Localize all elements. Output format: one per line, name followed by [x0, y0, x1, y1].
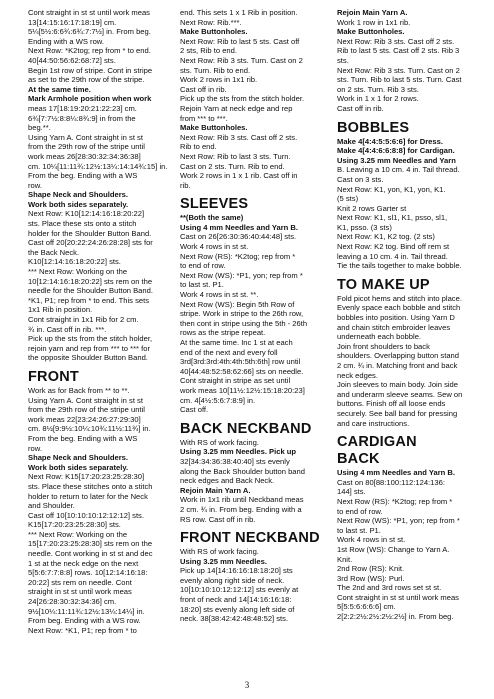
text-line: Cont straight in stripe as set until: [180, 376, 291, 386]
text-line: cm. 4[4½:5:6:7:8:9] in.: [180, 395, 256, 405]
text-line: 2nd Row (RS): Knit.: [337, 564, 405, 574]
text-line: Work 2 rows in 1 x 1 rib. Cast off in: [180, 171, 298, 181]
text-line: Fold picot hems and stitch into place.: [337, 293, 462, 303]
text-line: (5 sts): [337, 194, 359, 204]
section-heading: BOBBLES: [337, 119, 410, 136]
text-line: row.: [28, 180, 42, 190]
text-line: Cast on 80[88:100:112:124:136:: [337, 477, 445, 487]
text-line: Work both sides separately.: [28, 462, 129, 472]
text-line: From the beg. Ending with a WS: [28, 171, 138, 181]
text-line: Work 4 rows in st st.: [337, 535, 406, 545]
text-line: K15[17:20:23:25:28:30] sts.: [28, 520, 121, 530]
text-line: Next Row: Rib 3 sts. Cast off 2 sts.: [180, 132, 298, 142]
text-line: Next Row: Rib 3 sts. Turn. Cast on 2: [337, 65, 460, 75]
text-line: Join front shoulders to back: [337, 341, 430, 351]
text-line: and Shoulder.: [28, 501, 75, 511]
text-line: Next Row: Rib 3 sts. Cast off 2 sts.: [337, 36, 455, 46]
text-line: stripe. Work in stripe to the 26th row,: [180, 309, 304, 319]
text-line: Join sleeves to main body. Join side: [337, 380, 459, 390]
text-line: 144] sts.: [337, 487, 366, 497]
text-line: Next Row: K1, K2 tog. (2 sts): [337, 232, 435, 242]
text-line: end. This sets 1 x 1 Rib in position.: [180, 8, 298, 17]
text-line: Using 3.25 mm Needles.: [180, 556, 267, 566]
text-line: 9½[10¼:11:11¾:12½:13¼:14¼] in.: [28, 606, 145, 616]
text-line: end of the next and every foll: [180, 347, 278, 357]
text-line: work meas 10[11½:12½:15:18:20:23]: [180, 385, 305, 395]
text-line: Next Row: Rib to last 3 sts. Turn.: [180, 151, 291, 161]
text-line: Work as for Back from ** to **.: [28, 385, 130, 395]
text-line: Cont straight in st st until work meas: [28, 8, 150, 17]
text-line: on 2 sts. Turn. Rib 3 sts.: [337, 84, 419, 94]
text-line: as set to the 29th row of the stripe.: [28, 75, 145, 85]
text-line: Make 4[4:4:6:6:8:8] for Cardigan.: [337, 146, 455, 156]
text-line: holder for the Shoulder Button Band.: [28, 228, 152, 238]
text-line: 24[26:28:30:32:34:36] cm.: [28, 597, 117, 607]
text-line: cm. 8½[9:9½:10¼:10¾:11½:11¾] in.: [28, 424, 151, 434]
text-line: cm. 10¼[11:11¾:12½:13¼:14:14¾:15] in.: [28, 161, 168, 171]
text-line: Next Row: Rib.***.: [180, 17, 242, 27]
text-line: Cont straight in st st until work meas: [337, 592, 459, 602]
text-line: Work 2 rows in 1x1 rib.: [180, 75, 258, 85]
text-line: Next Row (WS): Begin 5th Row of: [180, 299, 295, 309]
text-line: Using Yarn A. Cont straight in st st: [28, 132, 143, 142]
text-line: 6¾[7:7½:8:8¼:8¾:9] in from the: [28, 113, 136, 123]
text-line: RS row. Cast off in rib.: [180, 514, 256, 524]
text-line: Work in 1x1 rib until Neckband meas: [180, 495, 304, 505]
text-line: Knit.: [337, 554, 353, 564]
text-line: 1 st at the neck edge on the next: [28, 558, 139, 568]
text-line: and chain stitch embroider leaves: [337, 322, 451, 332]
text-line: Work in 1 x 1 for 2 rows.: [337, 94, 419, 104]
text-line: 40[44:48:52:58:62:66] sts on needle.: [180, 366, 304, 376]
text-line: then cont in stripe using the 5th - 26th: [180, 318, 308, 328]
text-line: Using Yarn A. Cont straight in st st: [28, 395, 143, 405]
text-line: Tie the tails together to make bobble.: [337, 261, 462, 271]
text-line: Cast off 20[20:22:24:26:28:28] sts for: [28, 238, 153, 248]
section-heading: SLEEVES: [180, 196, 249, 213]
text-line: 2 sts, Rib to end.: [180, 46, 237, 56]
text-line: K1, psso. (3 sts): [337, 222, 392, 232]
text-line: **(Both the same): [180, 213, 244, 223]
text-line: 10[10:10:10:12:12:12] sts evenly at: [180, 585, 299, 595]
text-line: From the beg. Ending with a WS: [28, 433, 138, 443]
text-line: Next Row: K15[17:20:23:25:28:30]: [28, 472, 145, 482]
text-line: Next Row: K1, sl1, K1, psso, sl1,: [337, 213, 448, 223]
text-line: to end of row.: [180, 261, 226, 271]
text-line: needle for the Shoulder Button Band.: [28, 286, 153, 296]
text-line: Next Row: *K2tog; rep from * to end.: [28, 46, 151, 56]
text-line: 2 cm. ¾ in. Matching front and back: [337, 361, 458, 370]
text-line: Rib to end.: [180, 142, 217, 152]
text-line: 3rd[3rd:3rd:4th:4th:5th:6th] row until: [180, 357, 301, 367]
text-line: Using 4 mm Needles and Yarn B.: [180, 222, 299, 232]
text-line: Using 3.25 mm Needles. Pick up: [180, 447, 297, 457]
text-line: the Back Neck.: [28, 247, 80, 257]
column-middle: [180, 8, 328, 624]
text-line: leaving a 10 cm. 4 in. Tail thread.: [337, 251, 448, 261]
text-line: 2 cm. ¾ in. From beg. Ending with a: [180, 504, 302, 514]
text-line: With RS of work facing.: [180, 547, 259, 557]
text-line: Cast on 3 sts.: [337, 174, 384, 184]
text-line: Next Row: K2 tog. Bind off rem st: [337, 242, 450, 252]
text-line: neck edges.: [337, 370, 378, 380]
text-line: The 2nd and 3rd rows set st st.: [337, 583, 442, 593]
text-line: 32[34:34:36:38:40:40] sts evenly: [180, 456, 290, 466]
text-line: Next Row: K10[12:14:16:18:20:22]: [28, 209, 145, 219]
text-line: Work 1 row in 1x1 rib.: [337, 17, 411, 27]
text-line: Cast off in rib.: [337, 103, 384, 113]
text-line: Ending with a WS row.: [28, 36, 104, 46]
text-line: bobbles into position. Using Yarn D: [337, 313, 455, 323]
text-line: Cast off.: [180, 405, 209, 415]
text-line: Next Row (WS): *P1, yon; rep from *: [337, 516, 460, 526]
text-line: With RS of work facing.: [180, 437, 259, 447]
text-line: work meas 26[28:30:32:34:36:38]: [28, 151, 141, 161]
text-line: K10[12:14:16:18:20:22] sts.: [28, 257, 121, 267]
text-line: At the same time.: [28, 84, 91, 94]
text-line: sts. Place these sts onto a stitch: [28, 219, 137, 229]
text-line: 2[2:2:2½:2½:2½:2½] in. From beg.: [337, 612, 454, 622]
text-line: Next Row (RS): *K2tog; rep from *: [180, 251, 296, 261]
text-line: 5[5:5:6:6:6:6] cm.: [337, 602, 396, 612]
text-line: 1x1 Rib in position.: [28, 305, 93, 315]
text-line: Next Row (WS): *P1, yon; rep from *: [180, 270, 303, 280]
text-line: Work 4 rows in st st. **.: [180, 290, 259, 300]
text-line: front of neck and 14[14:16:16:18:: [180, 595, 292, 605]
text-line: rows as the stripe repeat.: [180, 328, 266, 338]
text-line: shoulders. Overlapping button stand: [337, 351, 460, 361]
text-line: Next Row: K1, yon, K1, yon, K1.: [337, 184, 446, 194]
text-line: *** Next Row: Working on the: [28, 267, 128, 277]
text-line: sts.: [337, 55, 349, 65]
text-line: the opposite Shoulder Button Band.: [28, 353, 148, 363]
text-line: Using 4 mm Needles and Yarn B.: [337, 468, 456, 478]
text-line: to end of row.: [337, 506, 383, 516]
text-line: 40[44:50:56:62:68:72] sts.: [28, 55, 116, 65]
column-left: [28, 8, 174, 635]
text-line: Make 4[4:4:5:5:6:6] for Dress.: [337, 136, 443, 146]
text-line: Next Row: Rib to last 5 sts. Cast off: [180, 36, 300, 46]
text-line: sts. Turn. Rib to end.: [180, 65, 251, 75]
text-line: row.: [28, 443, 42, 453]
text-line: from *** to ***.: [180, 113, 228, 123]
text-line: 15[17:20:23:25:28:30] sts rem on the: [28, 539, 153, 549]
text-line: Using 3.25 mm Needles and Yarn: [337, 155, 456, 165]
text-line: 5[5:6:7:7:8:8] rows. 10[12:14:16:18:: [28, 568, 148, 578]
text-line: sts. Turn. Rib to last 5 sts. Turn. Cast: [337, 75, 462, 85]
text-line: 1st Row (WS): Change to Yarn A.: [337, 544, 450, 554]
text-line: Evenly space each bobble and stitch: [337, 303, 461, 313]
text-line: Cast off 10[10:10:10:12:12:12] sts.: [28, 510, 144, 520]
text-line: Work 4 rows in st st.: [180, 242, 249, 252]
text-line: from the 29th row of the stripe until: [28, 142, 145, 152]
text-line: buttons. Finish off all loose ends: [337, 399, 446, 409]
text-line: *** Next Row: Working on the: [28, 529, 128, 539]
text-line: Begin 1st row of stripe. Cont in stripe: [28, 65, 153, 75]
section-heading: BACK NECKBAND: [180, 420, 312, 437]
section-heading: BACK: [337, 451, 380, 468]
text-line: 20:22] sts rem on needle. Cont: [28, 577, 132, 587]
column-right: [337, 8, 477, 622]
text-line: At the same time. Inc 1 st at each: [180, 338, 293, 347]
section-heading: TO MAKE UP: [337, 276, 430, 293]
text-line: neck edges and Back Neck.: [180, 476, 275, 486]
text-line: Rejoin Yarn at neck edge and rep: [180, 103, 293, 113]
section-heading: FRONT: [28, 368, 79, 385]
text-line: Cast on 2 sts. Turn. Rib to end.: [180, 161, 285, 171]
text-line: from the 29th row of the stripe until: [28, 405, 145, 415]
text-line: beg.**.: [28, 123, 51, 133]
text-line: Knit 2 rows Garter st: [337, 203, 407, 213]
text-line: holder to return to later for the Neck: [28, 491, 148, 501]
text-line: From beg. Ending with a WS row.: [28, 616, 141, 626]
text-line: Shape Neck and Shoulders.: [28, 190, 129, 200]
section-heading: FRONT NECKBAND: [180, 530, 320, 547]
text-line: rejoin yarn and rep from *** to *** for: [28, 343, 150, 353]
text-line: securely. See ball band for pressing: [337, 408, 458, 418]
text-line: underneath each bobble.: [337, 332, 422, 342]
text-line: Rejoin Main Yarn A.: [337, 8, 408, 17]
text-line: Cast off in rib.: [180, 84, 227, 94]
text-line: to last st. P1.: [337, 525, 381, 535]
text-line: neck. 38[38:42:42:48:48:52] sts.: [180, 614, 289, 624]
text-line: and care instructions.: [337, 418, 410, 428]
text-line: Make Buttonholes.: [180, 27, 248, 37]
text-line: meas 17[18:19:20:21:22:23] cm.: [28, 103, 137, 113]
section-heading: CARDIGAN: [337, 434, 417, 451]
text-line: Rejoin Main Yarn A.: [180, 485, 251, 495]
text-line: Pick up the sts from the stitch holder.: [180, 94, 305, 104]
text-line: Shape Neck and Shoulders.: [28, 453, 129, 463]
text-line: Cont straight in 1x1 Rib for 2 cm.: [28, 315, 139, 324]
text-line: ¾ in. Cast off in rib. ***.: [28, 324, 107, 334]
text-line: 13[14:15:16:17:18:19] cm.: [28, 17, 117, 27]
text-line: evenly along right side of neck.: [180, 575, 285, 585]
text-line: and underarm sleeve seams. Sew on: [337, 389, 463, 399]
text-line: Pick up the sts from the stitch holder,: [28, 334, 153, 344]
text-line: needle. Cont working in st st and dec: [28, 549, 153, 559]
text-line: straight in st st until work meas: [28, 587, 132, 597]
text-line: 10[12:14:16:18:20:22] sts rem on the: [28, 276, 153, 286]
text-line: Next Row: *K1, P1; rep from * to: [28, 625, 137, 635]
text-line: Pick up 14[14:16:16:18:18:20] sts: [180, 566, 293, 576]
text-line: rib.: [180, 180, 191, 190]
text-line: along the Back Shoulder button band: [180, 466, 305, 476]
text-line: Make Buttonholes.: [180, 123, 248, 133]
text-line: sts. Place these stitches onto a stitch: [28, 481, 153, 491]
text-line: Make Buttonholes.: [337, 27, 405, 37]
text-line: Next Row: Rib 3 sts. Turn. Cast on 2: [180, 55, 303, 65]
text-line: to last st. P1.: [180, 280, 224, 290]
text-line: work meas 22[23:24:26:27:29:30]: [28, 414, 141, 424]
text-line: *K1, P1; rep from * to end. This sets: [28, 295, 149, 305]
text-line: Rib to last 5 sts. Cast off 2 sts. Rib 3: [337, 46, 460, 56]
text-line: Mark Armhole position when work: [28, 94, 152, 104]
text-line: Next Row (RS): *K2tog; rep from *: [337, 496, 453, 506]
text-line: 18:20] sts evenly along left side of: [180, 604, 295, 614]
text-line: Work both sides separately.: [28, 199, 129, 209]
text-line: 5¼[5½:6:6¾:6¾:7:7½] in. From beg.: [28, 27, 151, 37]
page-number: 3: [244, 680, 250, 690]
text-line: Cast on 26[26:30:36:40:44:48] sts.: [180, 232, 297, 242]
text-line: 3rd Row (WS): Purl.: [337, 573, 405, 583]
text-line: B. Leaving a 10 cm. 4 in. Tail thread.: [337, 165, 460, 175]
